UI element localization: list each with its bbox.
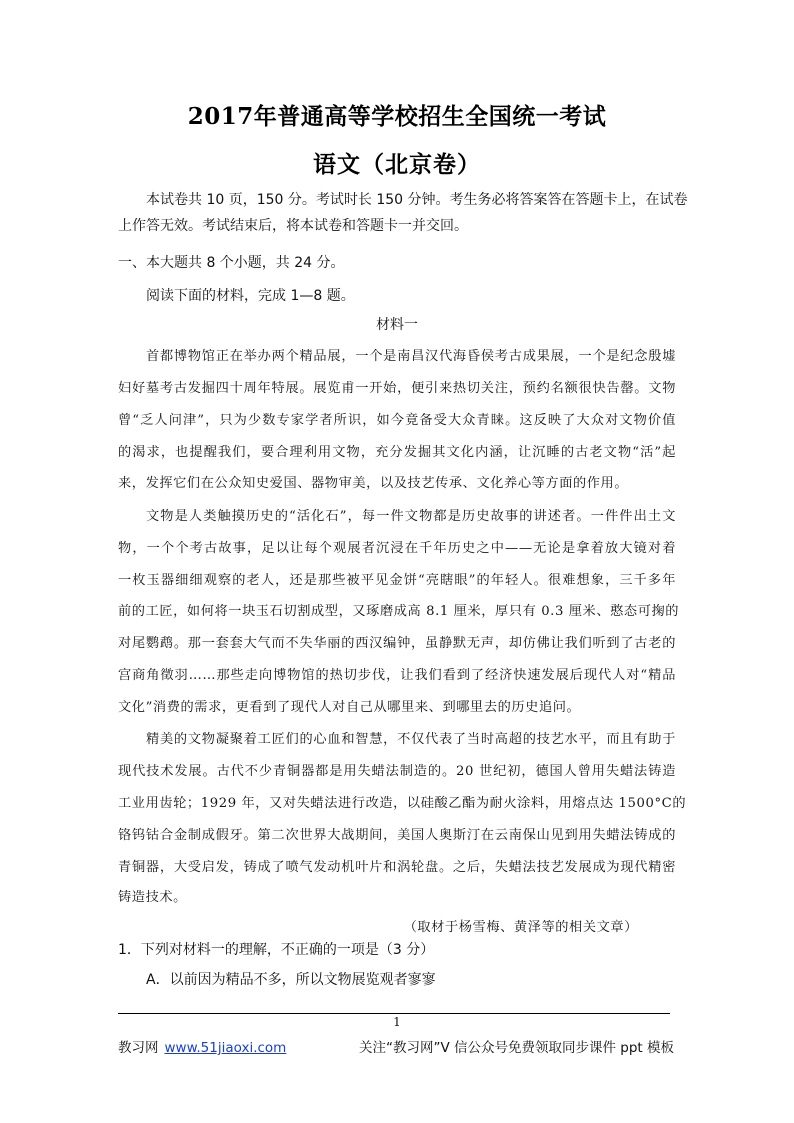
material-line: 文化”消费的需求，更看到了现代人对自己从哪里来、到哪里去的历史追问。 bbox=[118, 700, 581, 715]
material-line: 青铜器，大受启发，铸成了喷气发动机叶片和涡轮盘。之后，失蜡法技艺发展成为现代精密 bbox=[118, 860, 676, 875]
material-line: 曾“乏人问津”，只为少数专家学者所识，如今竟备受大众青睐。这反映了大众对文物价值 bbox=[118, 413, 676, 428]
material-line: 一枚玉器细细观察的老人，还是那些被平见金饼“亮瞎眼”的年轻人。很难想象，三千多年 bbox=[118, 573, 676, 588]
material-line: 现代技术发展。古代不少青铜器都是用失蜡法制造的。20 世纪初，德国人曾用失蜡法铸造 bbox=[118, 764, 676, 779]
material-title: 材料一 bbox=[376, 317, 418, 333]
material-line: 来，发挥它们在公众知史爱国、器物审美，以及技艺传承、文化养心等方面的作用。 bbox=[118, 476, 629, 491]
page-number: 1 bbox=[393, 1015, 401, 1029]
material-line: 对尾鹦鹉。那一套套大气而不失华丽的西汉编钟，虽静默无声，却仿佛让我们听到了古老的 bbox=[118, 636, 676, 651]
instructions-line-2: 上作答无效。考试结束后，将本试卷和答题卡一并交回。 bbox=[118, 218, 468, 234]
material-line: 妇好墓考古发掘四十周年特展。展览甫一开始，便引来热切关注，预约名额很快告罄。文物 bbox=[118, 381, 676, 396]
footer-promo: 关注“教习网”V 信公众号免费领取同步课件 ppt 模板 bbox=[358, 1040, 674, 1056]
material-line: 文物是人类触摸历史的“活化石”，每一件文物都是历史故事的讲述者。一件件出土文 bbox=[146, 509, 676, 524]
exam-title: 2017年普通高等学校招生全国统一考试 bbox=[187, 103, 607, 130]
material-line: 铬钨钴合金制成假牙。第二次世界大战期间，美国人奥斯汀在云南保山见到用失蜡法铸成的 bbox=[118, 828, 676, 843]
material-line: 宫商角徵羽……那些走向博物馆的热切步伐，让我们看到了经济快速发展后现代人对“精品 bbox=[118, 668, 676, 683]
material-line: 铸造技术。 bbox=[118, 890, 187, 905]
material-line: 前的工匠，如何将一块玉石切割成型，又琢磨成高 8.1 厘米，厚只有 0.3 厘米、憨态可掬的 bbox=[118, 604, 680, 619]
material-line: 精美的文物凝聚着工匠们的心血和智慧，不仅代表了当时高超的技艺水平，而且有助于 bbox=[146, 732, 676, 747]
section-heading: 一、本大题共 8 个小题，共 24 分。 bbox=[118, 255, 345, 271]
material-line: 首都博物馆正在举办两个精品展，一个是南昌汉代海昏侯考古成果展，一个是纪念殷墟 bbox=[146, 349, 676, 364]
exam-subtitle: 语文（北京卷） bbox=[313, 151, 481, 178]
instructions-line-1: 本试卷共 10 页，150 分。考试时长 150 分钟。考生务必将答案答在答题卡上，在试卷 bbox=[146, 192, 688, 208]
footer-divider bbox=[118, 1013, 670, 1014]
footer-site bbox=[118, 1036, 286, 1056]
material-source: （取材于杨雪梅、黄泽等的相关文章） bbox=[403, 920, 638, 935]
question-stem: 1．下列对材料一的理解，不正确的一项是（3 分） bbox=[118, 942, 435, 958]
material-line: 物，一个个考古故事，足以让每个观展者沉浸在千年历史之中——无论是拿着放大镜对着 bbox=[118, 541, 676, 556]
question-option-a: A．以前因为精品不多，所以文物展览观者寥寥 bbox=[146, 972, 436, 988]
footer-site-label: 教习网 bbox=[118, 1040, 159, 1056]
material-line: 的渴求，也提醒我们，要合理利用文物，充分发掘其文化内涵，让沉睡的古老文物“活”起 bbox=[118, 445, 676, 460]
footer-site-link[interactable]: www.51jiaoxi.com bbox=[164, 1040, 287, 1056]
section-prompt: 阅读下面的材料，完成 1—8 题。 bbox=[146, 288, 355, 304]
material-line: 工业用齿轮；1929 年，又对失蜡法进行改造，以硅酸乙酯为耐火涂料，用熔点达 1500°C的 bbox=[118, 796, 687, 811]
